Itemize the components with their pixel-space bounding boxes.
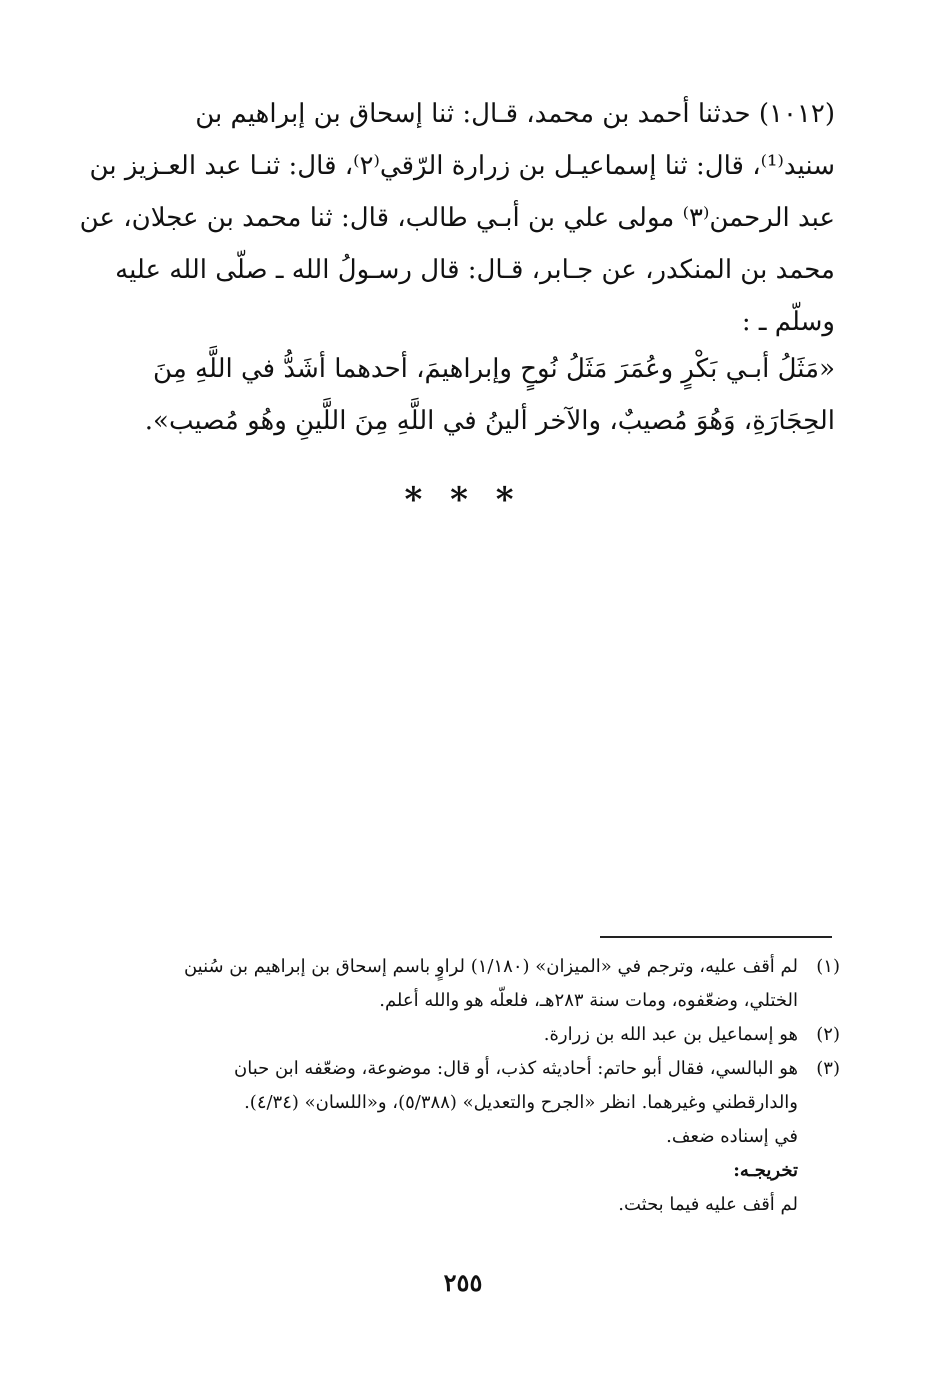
text-line: وسلّم ـ : bbox=[741, 307, 835, 337]
footnote-line bbox=[120, 1086, 840, 1120]
footnote-number: (١) bbox=[816, 956, 840, 977]
footnote-text: والدارقطني وغيرهما. انظر «الجرح والتعديل» (٥/٣٨٨)، و«اللسان» (٤/٣٤). bbox=[244, 1092, 798, 1113]
text-line: سنيد⁽¹⁾، قال: ثنا إسماعيـل بن زرارة الرّقي⁽٢⁾، قال: ثنـا عبد العـزيز بن bbox=[89, 151, 835, 181]
page-number: ٢٥٥ bbox=[443, 1268, 483, 1297]
footnote-line bbox=[120, 1188, 840, 1222]
footnotes bbox=[120, 950, 840, 1222]
footnote-text: الختلي، وضعّفوه، ومات سنة ٢٨٣هـ، فلعلّه هو والله أعلم. bbox=[379, 990, 798, 1011]
main-text bbox=[79, 88, 835, 348]
footnote-text: لم أقف عليه، وترجم في «الميزان» (١/١٨٠) لراوٍ باسم إسحاق بن إبراهيم بن سُنين bbox=[183, 956, 798, 977]
footnote-text: لم أقف عليه فيما بحثت. bbox=[618, 1194, 798, 1215]
text-line: محمد بن المنكدر، عن جـابر، قـال: قال رسـولُ الله ـ صلّى الله عليه bbox=[115, 255, 835, 285]
footnote-text: هو إسماعيل بن عبد الله بن زرارة. bbox=[543, 1024, 798, 1045]
footnote-line bbox=[120, 984, 840, 1018]
footnote-text: في إسناده ضعف. bbox=[666, 1126, 798, 1147]
section-separator: * * * bbox=[404, 480, 522, 520]
footnote-line bbox=[120, 1052, 840, 1086]
hadith-line: الحِجَارَةِ، وَهُوَ مُصيبٌ، والآخر ألينُ في اللَّهِ مِنَ اللَّينِ وهُو مُصيب». bbox=[144, 406, 835, 436]
footnote-text: هو البالسي، فقال أبو حاتم: أحاديثه كذب، أو قال: موضوعة، وضعّفه ابن حبان bbox=[234, 1058, 798, 1079]
takhrij-heading: تخريجـه: bbox=[733, 1160, 798, 1181]
footnote-line bbox=[120, 1154, 840, 1188]
hadith-line: «مَثَلُ أبـي بَكْرٍ وعُمَرَ مَثَلُ نُوحٍ وإبراهيمَ، أحدهما أشَدُّ في اللَّهِ مِنَ bbox=[153, 354, 835, 384]
text-line: (١٠١٢) حدثنا أحمد بن محمد، قـال: ثنا إسحاق بن إبراهيم بن bbox=[195, 99, 835, 129]
hadith-text bbox=[130, 343, 835, 447]
footnote-line bbox=[120, 1018, 840, 1052]
footnote-line bbox=[120, 950, 840, 984]
text-line: عبد الرحمن⁽٣⁾ مولى علي بن أبـي طالب، قال: ثنا محمد بن عجلان، عن bbox=[79, 203, 835, 233]
footnote-divider bbox=[600, 936, 832, 938]
footnote-line bbox=[120, 1120, 840, 1154]
footnote-number: (٣) bbox=[816, 1058, 840, 1079]
footnote-number: (٢) bbox=[816, 1024, 840, 1045]
